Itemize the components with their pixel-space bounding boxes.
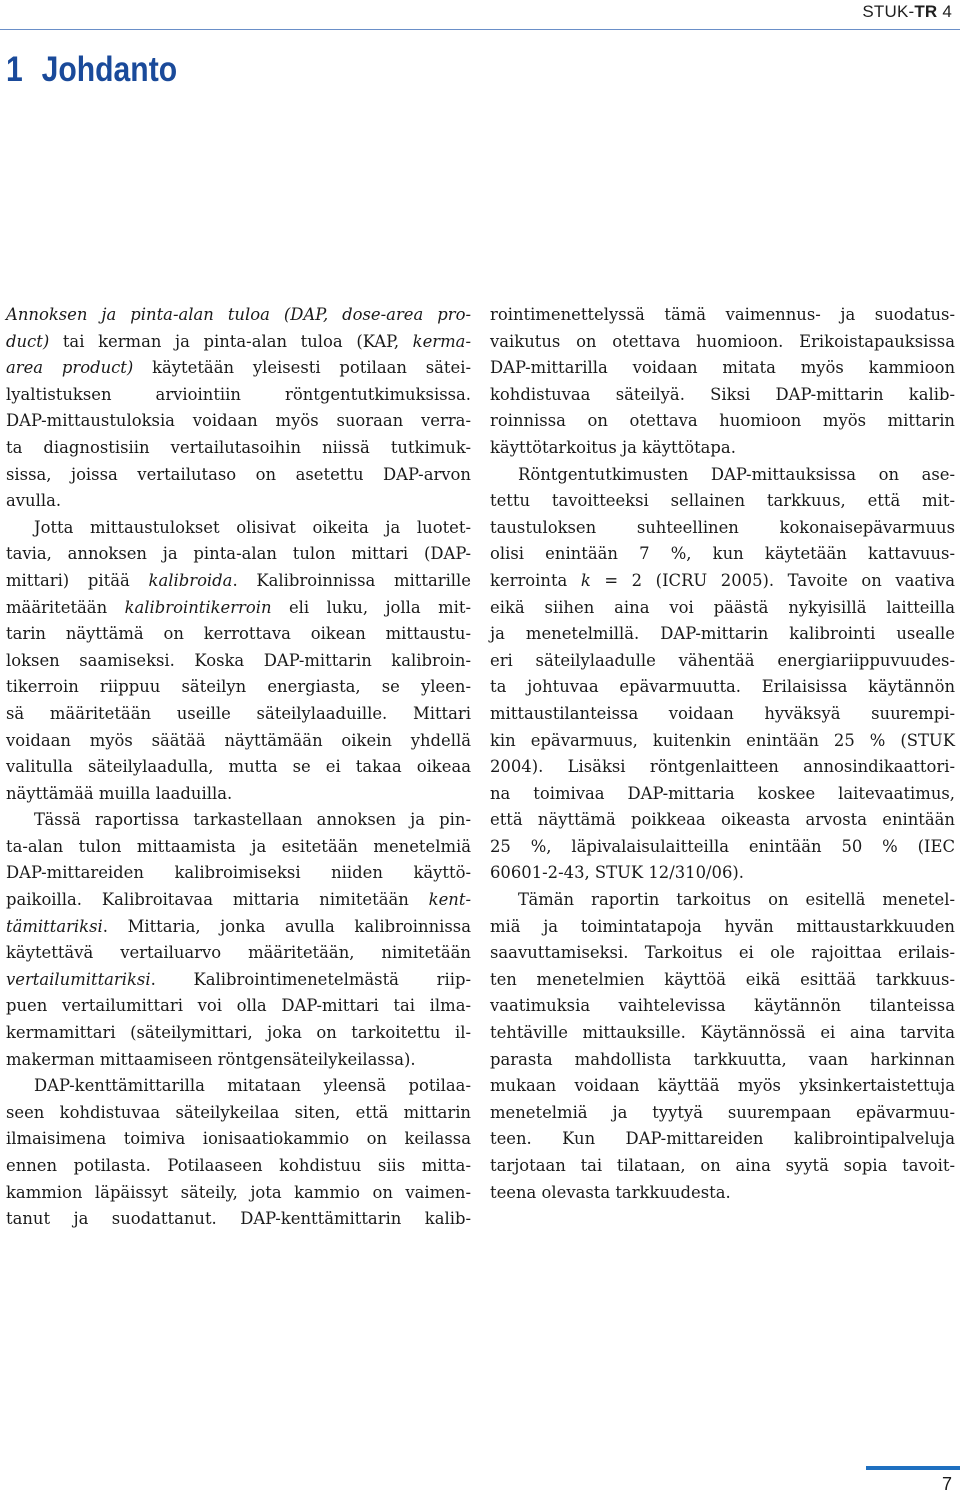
text-line: määritetään kalibrointikerroin eli luku, jolla mit- [6,597,471,617]
text-line: ten menetelmien käyttöä eikä esittää tarkkuus- [490,969,955,989]
text-line: loksen saamiseksi. Koska DAP-mittarin kalibroin- [6,650,471,670]
text-line: sä määritetään useille säteilylaaduille. Mittari [6,703,471,723]
text-line: taustuloksen suhteellinen kokonaisepävarmuus [490,517,955,537]
text-line: seen kohdistuvaa säteilykeilaa siten, että mittarin [6,1102,471,1122]
text-line: Röntgentutkimusten DAP-mittauksissa on ase- [518,464,955,484]
text-line: kermamittari (säteilymittari, joka on tarkoitettu il- [6,1023,471,1043]
report-series-label [862,2,952,22]
text-line: ta johtuvaa epävarmuutta. Erilaisissa käytännön [490,677,955,697]
left-text-column [6,302,471,1233]
text-line: vaikutus on otettava huomioon. Erikoistapauksissa [490,331,955,351]
text-line: rointimenettelyssä tämä vaimennus- ja suodatus- [490,305,955,324]
text-line: teen. Kun DAP-mittareiden kalibrointipalveluja [490,1129,955,1149]
text-line: DAP-mittareiden kalibroimiseksi niiden käyttö- [6,863,471,883]
text-line: puen vertailumittari voi olla DAP-mittari tai ilma- [6,996,471,1016]
text-line: na toimivaa DAP-mittaria koskee laitevaatimus, [490,783,955,803]
text-line: että näyttämä poikkeaa oikeasta arvosta enintään [490,810,955,830]
text-line: paikoilla. Kalibroitavaa mittaria nimitetään kent- [6,890,471,910]
text-line: vertailumittariksi. Kalibrointimenetelmästä riip- [6,969,471,989]
text-line: tehtäville mittauksille. Käytännössä ei aina tarvita [490,1023,955,1043]
text-line: kammion läpäissyt säteily, jota kammio on vaimen- [6,1182,471,1202]
text-line: teena olevasta tarkkuudesta. [490,1182,731,1202]
chapter-number: 1 [6,50,23,89]
footer-accent-rule [866,1466,960,1470]
paragraph [6,807,471,1073]
text-line: kerrointa k = 2 (ICRU 2005). Tavoite on vaativa [490,570,955,590]
text-line: ennen potilasta. Potilaaseen kohdistuu siis mitta- [6,1156,471,1175]
text-line: tämittariksi. Mittaria, jonka avulla kalibroinnissa [6,916,471,936]
text-line: parasta mahdollista tarkkuutta, vaan harkinnan [490,1049,955,1069]
text-line: lyaltistuksen arviointiin röntgentutkimuksissa. [6,384,471,404]
text-line: käyttötarkoitus ja käyttötapa. [490,437,736,457]
paragraph [490,887,955,1206]
text-line: DAP-mittarilla voidaan mitata myös kammioon [490,358,955,378]
text-line: Tämän raportin tarkoitus on esitellä menetel- [518,890,955,910]
text-line: 60601-2-43, STUK 12/310/06). [490,863,744,883]
text-line: olisi enintään 7 %, kun käytetään kattavuus- [490,544,955,564]
text-line: saavuttamiseksi. Tarkoitus ei ole rajoittaa erilais- [490,943,955,963]
text-line: mittari) pitää kalibroida. Kalibroinnissa mittarille [6,570,471,590]
text-line: tarjotaan tai tilataan, on aina syytä sopia tavoit- [490,1156,955,1175]
chapter-title: Johdanto [41,50,178,89]
text-line: mittaustilanteissa voidaan hyväksyä suurempi- [490,703,955,723]
text-line: DAP-kenttämittarilla mitataan yleensä potilaa- [34,1076,471,1096]
text-line: ta diagnostisiin vertailutasoihin niissä tutkimuk- [6,437,471,457]
text-line: 2004). Lisäksi röntgenlaitteen annosindikaattori- [490,757,955,777]
text-line: Annoksen ja pinta-alan tuloa (DAP, dose-area pro- [6,305,471,324]
text-line: DAP-mittaustuloksia voidaan myös suoraan verra- [6,411,471,431]
text-line: tikerroin riippuu säteilyn energiasta, se yleen- [6,677,471,697]
text-line: mukaan voidaan käyttää myös yksinkertaistettuja [490,1076,955,1096]
text-line: käytettävä vertailuarvo määritetään, nimitetään [6,943,471,963]
text-line: menetelmiä ja tyytyä suurempaan epävarmuu- [490,1102,955,1122]
paragraph [6,302,471,515]
paragraph [6,1073,471,1233]
text-line: ta-alan tulon mittaamista ja esitetään menetelmiä [6,836,471,856]
page-number: 7 [941,1474,952,1494]
paragraph [490,302,955,462]
chapter-heading [6,50,177,90]
text-line: tettu tavoitteeksi sellainen tarkkuus, että mit- [490,491,955,511]
text-line: avulla. [6,491,62,511]
text-line: Tässä raportissa tarkastellaan annoksen ja pin- [34,810,471,830]
text-line: area product) käytetään yleisesti potilaan sätei- [6,358,472,378]
text-line: eikä siihen aina voi päästä nykyisillä laitteilla [490,597,955,617]
header-rule [0,29,960,30]
text-line: sissa, joissa vertailutaso on asetettu DAP-arvon [6,464,471,484]
text-line: 25 %, läpivalaisulaitteilla enintään 50 % (IEC [490,836,955,856]
text-line: valitulla säteilylaadulla, mutta se ei takaa oikeaa [6,757,471,777]
text-line: makerman mittaamiseen röntgensäteilykeilassa). [6,1049,416,1069]
series-code: TR [914,2,938,21]
paragraph [490,462,955,888]
text-line: Jotta mittaustulokset olisivat oikeita ja luotet- [34,517,471,537]
series-number: 4 [942,2,952,21]
text-line: eri säteilylaadulle vähentää energiariippuvuudes- [490,650,955,670]
text-line: tavia, annoksen ja pinta-alan tulon mittari (DAP- [6,544,471,564]
text-line: roinnissa on otettava huomioon myös mittarin [490,411,955,431]
text-line: duct) tai kerman ja pinta-alan tuloa (KAP, kerma- [6,331,471,351]
text-line: ilmaisimena toimiva ionisaatiokammio on keilassa [6,1129,471,1149]
text-line: tanut ja suodattanut. DAP-kenttämittarin kalib- [6,1209,471,1229]
paragraph [6,515,471,808]
text-line: kin epävarmuus, kuitenkin enintään 25 % (STUK [490,730,955,750]
text-line: ja menetelmillä. DAP-mittarin kalibrointi usealle [490,624,955,644]
text-line: voidaan myös säätää näyttämään oikein yhdellä [6,730,471,750]
text-line: kohdistuvaa säteilyä. Siksi DAP-mittarin kalib- [490,384,955,404]
right-text-column [490,302,955,1206]
text-line: tarin näyttämä on kerrottava oikean mittaustu- [6,624,471,644]
text-line: miä ja toimintatapoja hyvän mittaustarkkuuden [490,916,955,936]
text-line: näyttämää muilla laaduilla. [6,783,233,803]
text-line: vaatimuksia vaihtelevissa käytännön tilanteissa [490,996,955,1016]
series-prefix: STUK- [862,2,915,21]
